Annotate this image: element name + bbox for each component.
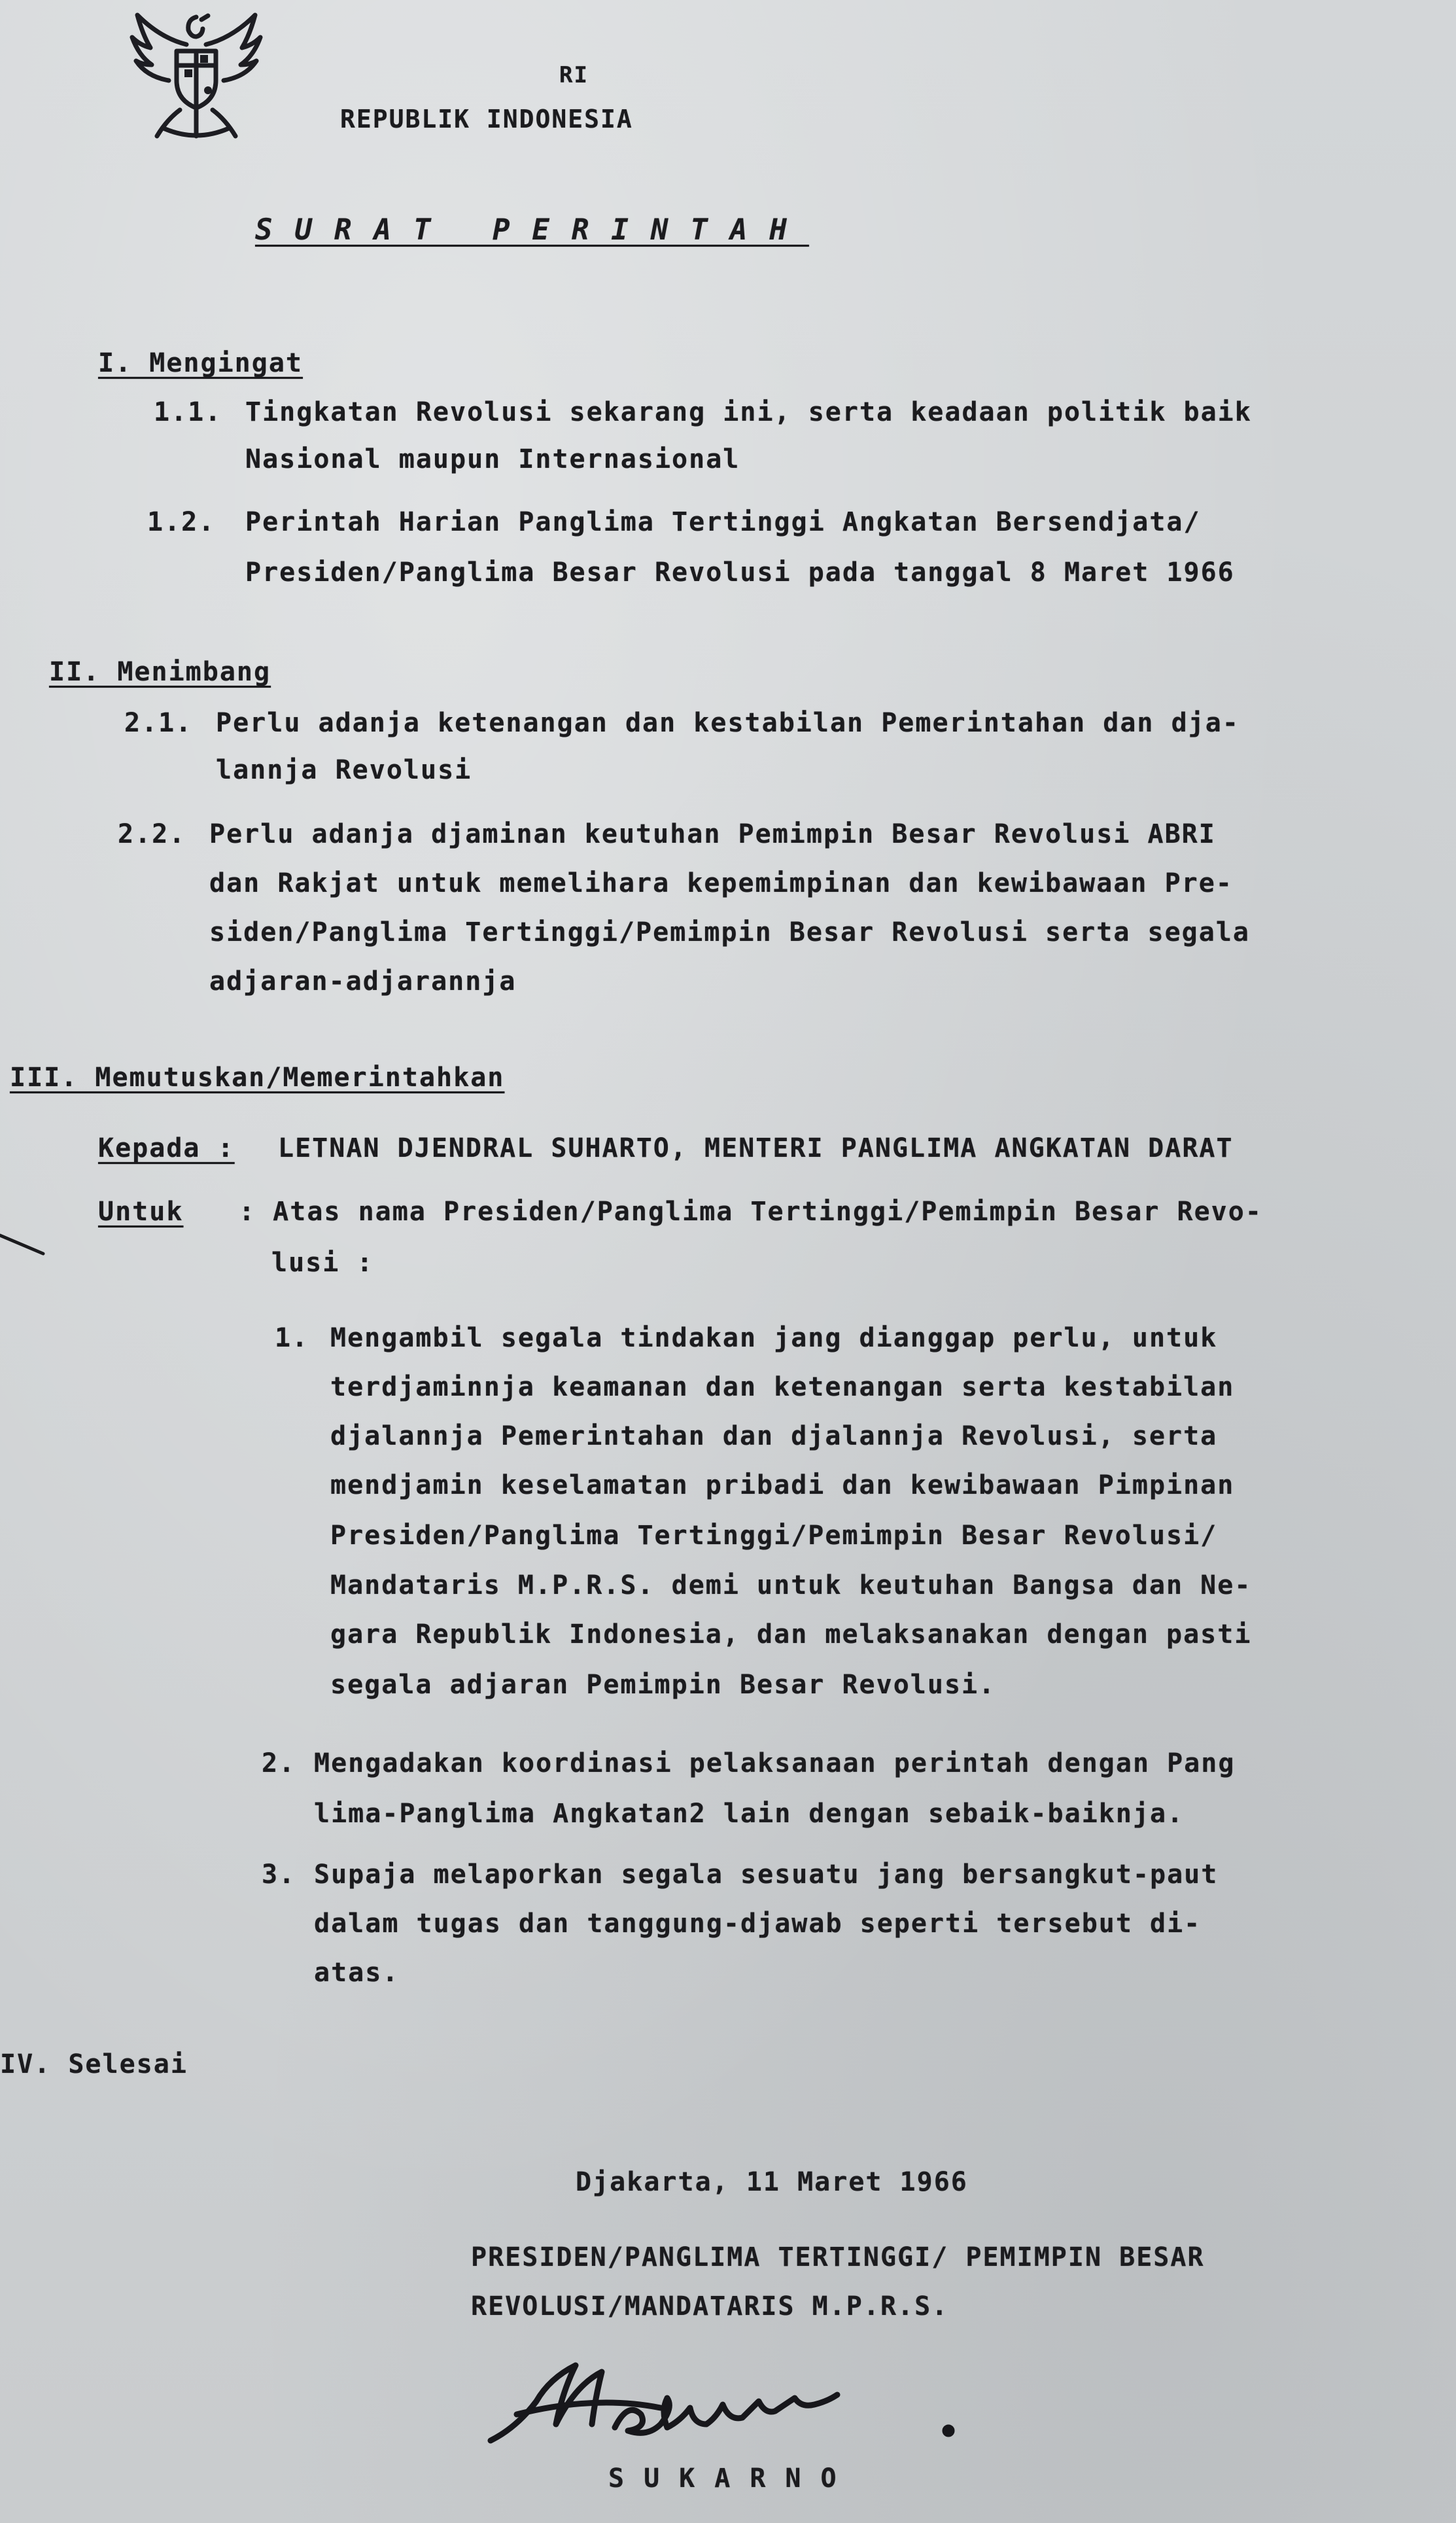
header-republic: REPUBLIK INDONESIA	[340, 105, 633, 133]
section-2-heading: II. Menimbang	[49, 657, 271, 687]
office-line-2: REVOLUSI/MANDATARIS M.P.R.S.	[471, 2291, 949, 2321]
order-1-line-7: gara Republik Indonesia, dan melaksanakan dengan pasti	[330, 1619, 1252, 1650]
order-3-number: 3.	[262, 1860, 296, 1890]
header-mark: RI	[559, 62, 589, 88]
section-2-item-2-line-1: Perlu adanja djaminan keutuhan Pemimpin Besar Revolusi ABRI	[209, 819, 1216, 849]
order-2-line-2: lima-Panglima Angkatan2 lain dengan sebaik-baiknja.	[314, 1799, 1185, 1829]
kepada-label: Kepada :	[98, 1133, 235, 1163]
order-3-line-2: dalam tugas dan tanggung-djawab seperti tersebut di-	[314, 1909, 1202, 1939]
signatory-name: SUKARNO	[608, 2463, 856, 2494]
garuda-emblem-icon	[124, 5, 268, 143]
order-3-line-3: atas.	[314, 1958, 400, 1988]
order-1-line-4: mendjamin keselamatan pribadi dan kewibawaan Pimpinan	[330, 1470, 1235, 1500]
order-1-line-1: Mengambil segala tindakan jang dianggap perlu, untuk	[330, 1323, 1218, 1353]
kepada-value: LETNAN DJENDRAL SUHARTO, MENTERI PANGLIMA ANGKATAN DARAT	[278, 1133, 1234, 1163]
section-2-item-2-number: 2.2.	[118, 819, 186, 849]
section-1-item-2-number: 1.2.	[147, 507, 216, 537]
untuk-line-1: : Atas nama Presiden/Panglima Tertinggi/Pemimpin Besar Revo-	[239, 1197, 1262, 1227]
order-2-line-1: Mengadakan koordinasi pelaksanaan perintah dengan Pang	[314, 1748, 1236, 1778]
place-date: Djakarta, 11 Maret 1966	[576, 2167, 968, 2197]
office-line-1: PRESIDEN/PANGLIMA TERTINGGI/ PEMIMPIN BESAR	[471, 2242, 1205, 2272]
section-2-item-2-line-2: dan Rakjat untuk memelihara kepemimpinan dan kewibawaan Pre-	[209, 868, 1233, 898]
untuk-label: Untuk	[98, 1197, 184, 1227]
order-2-number: 2.	[262, 1748, 296, 1778]
order-1-line-6: Mandataris M.P.R.S. demi untuk keutuhan Bangsa dan Ne-	[330, 1570, 1252, 1600]
section-1-item-1-line-1: Tingkatan Revolusi sekarang ini, serta keadaan politik baik	[245, 397, 1252, 427]
untuk-line-2: lusi :	[271, 1248, 374, 1278]
section-2-item-2-line-4: adjaran-adjarannja	[209, 966, 517, 997]
section-1-item-1-line-2: Nasional maupun Internasional	[245, 444, 740, 474]
order-1-line-8: segala adjaran Pemimpin Besar Revolusi.	[330, 1670, 996, 1700]
section-2-item-1-line-2: lannja Revolusi	[216, 755, 472, 785]
section-3-heading: III. Memutuskan/Memerintahkan	[10, 1063, 505, 1093]
section-2-item-2-line-3: siden/Panglima Tertinggi/Pemimpin Besar Revolusi serta segala	[209, 917, 1251, 947]
section-4-heading: IV. Selesai	[0, 2049, 188, 2079]
section-1-item-2-line-1: Perintah Harian Panglima Tertinggi Angkatan Bersendjata/	[245, 507, 1201, 537]
order-1-line-2: terdjaminnja keamanan dan ketenangan serta kestabilan	[330, 1372, 1235, 1402]
order-3-line-1: Supaja melaporkan segala sesuatu jang bersangkut-paut	[314, 1860, 1219, 1890]
margin-mark-icon	[0, 1230, 46, 1256]
order-1-line-5: Presiden/Panglima Tertinggi/Pemimpin Besar Revolusi/	[330, 1521, 1218, 1551]
section-1-heading: I. Mengingat	[98, 348, 303, 378]
section-1-item-1-number: 1.1.	[154, 397, 222, 427]
document-title: SURAT PERINTAH	[255, 213, 809, 247]
section-1-item-2-line-2: Presiden/Panglima Besar Revolusi pada tanggal 8 Maret 1966	[245, 557, 1235, 588]
order-1-line-3: djalannja Pemerintahan dan djalannja Revolusi, serta	[330, 1421, 1218, 1451]
section-2-item-1-number: 2.1.	[124, 708, 193, 738]
order-1-number: 1.	[275, 1323, 309, 1353]
section-2-item-1-line-1: Perlu adanja ketenangan dan kestabilan Pemerintahan dan dja-	[216, 708, 1239, 738]
signature-icon	[477, 2342, 1020, 2454]
